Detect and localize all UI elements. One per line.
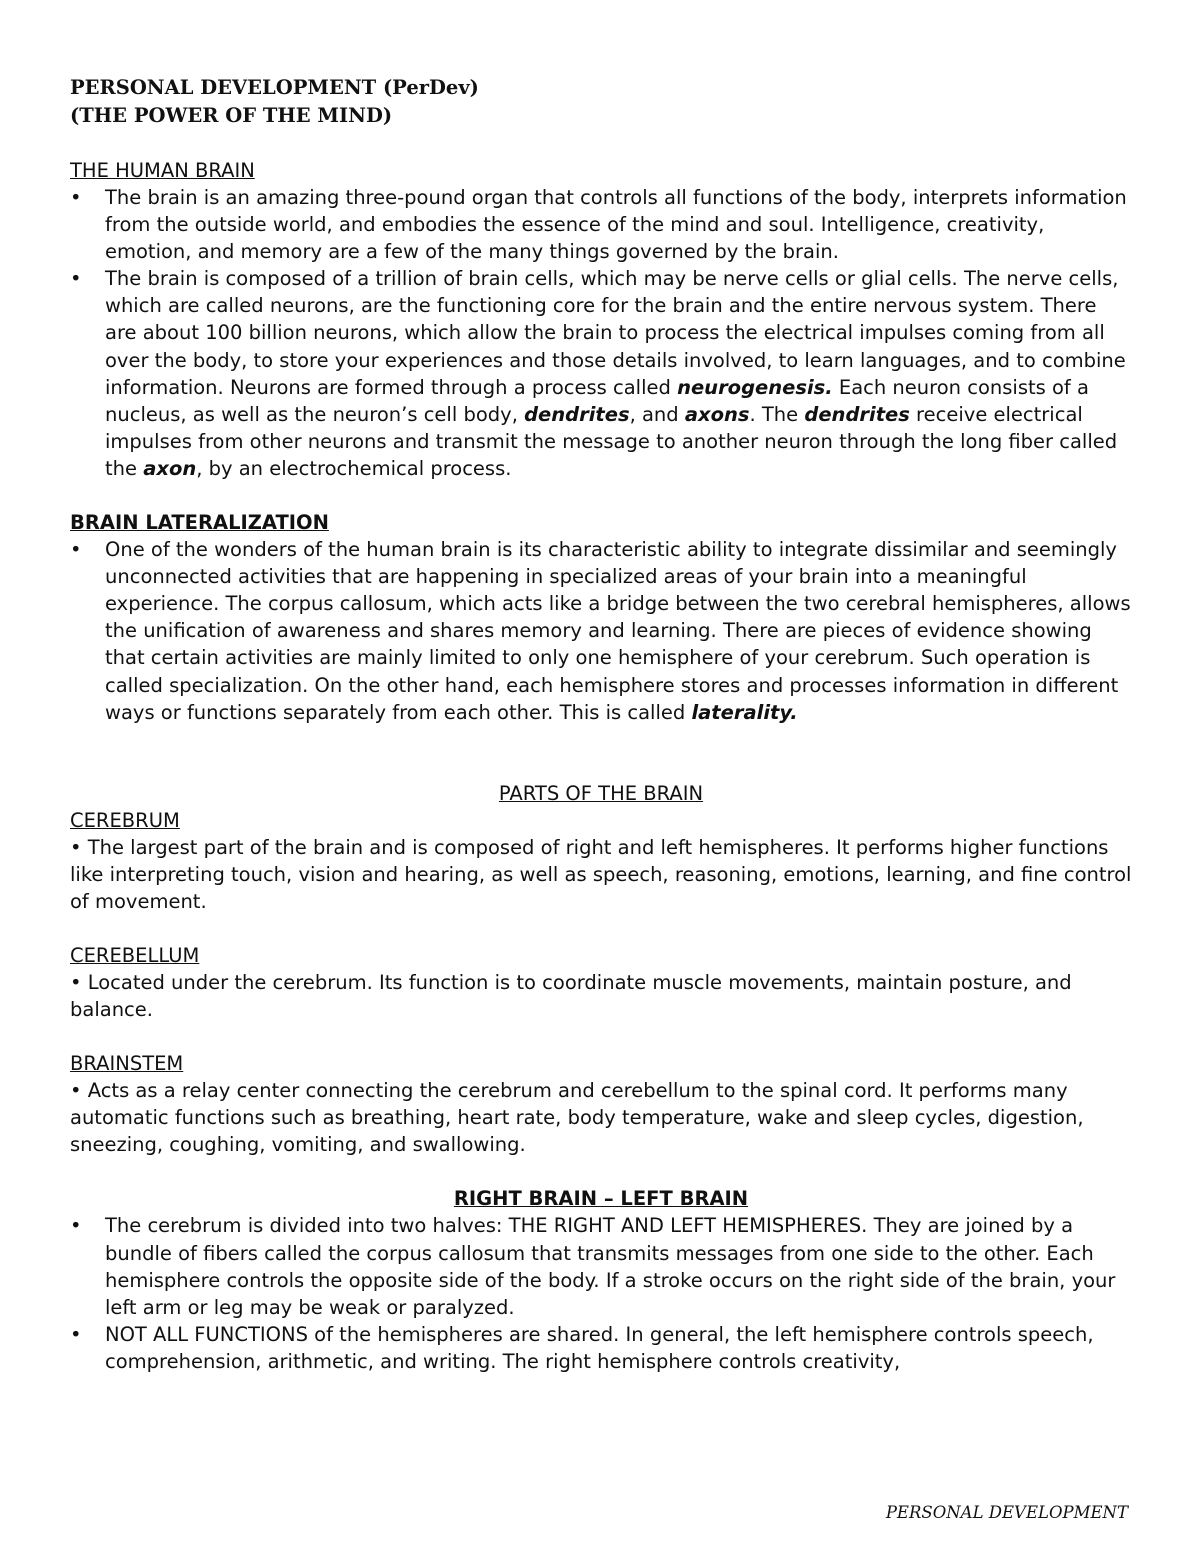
human-brain-paragraph-1: The brain is an amazing three-pound organ that controls all functions of the body, interprets information from the outside world, and embodies the essence of the mind and soul. Intelligence, creativity, emotion, and memory are a few of the many things governed by the brain. bbox=[105, 186, 1127, 264]
term-dendrites-2: dendrites bbox=[804, 402, 910, 426]
term-dendrites: dendrites bbox=[524, 402, 630, 426]
term-axons: axons bbox=[684, 402, 750, 426]
document-page bbox=[70, 74, 1132, 1375]
lateralization-list bbox=[70, 536, 1132, 726]
document-title-line1: PERSONAL DEVELOPMENT (PerDev) bbox=[70, 76, 479, 99]
list-item bbox=[70, 184, 1132, 265]
lateralization-paragraph: One of the wonders of the human brain is its characteristic ability to integrate dissimilar and seemingly unconnected activities that are happening in specialized areas of your brain into a meaningful experience. The corpus callosum, which acts like a bridge between the two cerebral hemispheres, allows the unification of awareness and shares memory and learning. There are pieces of evidence showing that certain activities are mainly limited to only one hemisphere of your cerebrum. Such operation is called specialization. On the other hand, each hemisphere stores and processes information in different ways or functions separately from each other. This is called bbox=[105, 538, 1131, 724]
human-brain-paragraph-2-f: , by an electrochemical process. bbox=[196, 456, 512, 480]
section-heading-parts-of-brain: PARTS OF THE BRAIN bbox=[498, 781, 704, 805]
human-brain-paragraph-2-d: . The bbox=[749, 402, 805, 426]
list-item bbox=[70, 1212, 1132, 1320]
subheading-cerebellum: CEREBELLUM bbox=[70, 943, 200, 967]
term-axon: axon bbox=[143, 456, 197, 480]
human-brain-paragraph-2-e: receive electrical impulses from other neurons and transmit the message to another neuron through the long fiber called the bbox=[105, 402, 1118, 480]
section-heading-human-brain: THE HUMAN BRAIN bbox=[70, 159, 255, 182]
list-item bbox=[70, 1321, 1132, 1375]
cerebellum-description: • Located under the cerebrum. Its function is to coordinate muscle movements, maintain posture, and balance. bbox=[70, 970, 1072, 1022]
cerebrum-description: • The largest part of the brain and is composed of right and left hemispheres. It performs higher functions like interpreting touch, vision and hearing, as well as speech, reasoning, emotions, learning, and fine control of movement. bbox=[70, 835, 1132, 913]
term-laterality: laterality. bbox=[691, 700, 798, 724]
section-heading-right-left-brain: RIGHT BRAIN – LEFT BRAIN bbox=[453, 1187, 749, 1211]
human-brain-paragraph-2-c: , and bbox=[629, 402, 685, 426]
right-left-list bbox=[70, 1212, 1132, 1375]
page-footer: PERSONAL DEVELOPMENT bbox=[885, 1503, 1128, 1522]
term-neurogenesis: neurogenesis. bbox=[677, 375, 833, 399]
document-title-line2: (THE POWER OF THE MIND) bbox=[70, 104, 393, 127]
right-left-paragraph-1: The cerebrum is divided into two halves: THE RIGHT AND LEFT HEMISPHERES. They are joined by a bundle of fibers called the corpus callosum that transmits messages from one side to the other. Each hemisphere controls the opposite side of the body. If a stroke occurs on the right side of the brain, your left arm or leg may be weak or paralyzed. bbox=[105, 1214, 1116, 1319]
right-left-paragraph-2: NOT ALL FUNCTIONS of the hemispheres are shared. In general, the left hemisphere controls speech, comprehension, arithmetic, and writing. The right hemisphere controls creativity, bbox=[105, 1322, 1094, 1373]
list-item bbox=[70, 265, 1132, 482]
human-brain-paragraph-2-a: The brain is composed of a trillion of brain cells, which may be nerve cells or glial cells. The nerve cells, which are called neurons, are the functioning core for the brain and the entire nervous system. There are about 100 billion neurons, which allow the brain to process the electrical impulses coming from all over the body, to store your experiences and those details involved, to learn languages, and to combine information. Neurons are formed through a process called bbox=[105, 267, 1126, 399]
brainstem-description: • Acts as a relay center connecting the cerebrum and cerebellum to the spinal cord. It performs many automatic functions such as breathing, heart rate, body temperature, wake and sleep cycles, digestion, sneezing, coughing, vomiting, and swallowing. bbox=[70, 1079, 1084, 1157]
subheading-brainstem: BRAINSTEM bbox=[70, 1052, 184, 1076]
human-brain-list bbox=[70, 184, 1132, 482]
human-brain-paragraph-2-b: Each neuron consists of a nucleus, as well as the neuron’s cell body, bbox=[105, 375, 1089, 426]
list-item bbox=[70, 536, 1132, 726]
section-heading-lateralization: BRAIN LATERALIZATION bbox=[70, 511, 329, 535]
subheading-cerebrum: CEREBRUM bbox=[70, 808, 180, 832]
